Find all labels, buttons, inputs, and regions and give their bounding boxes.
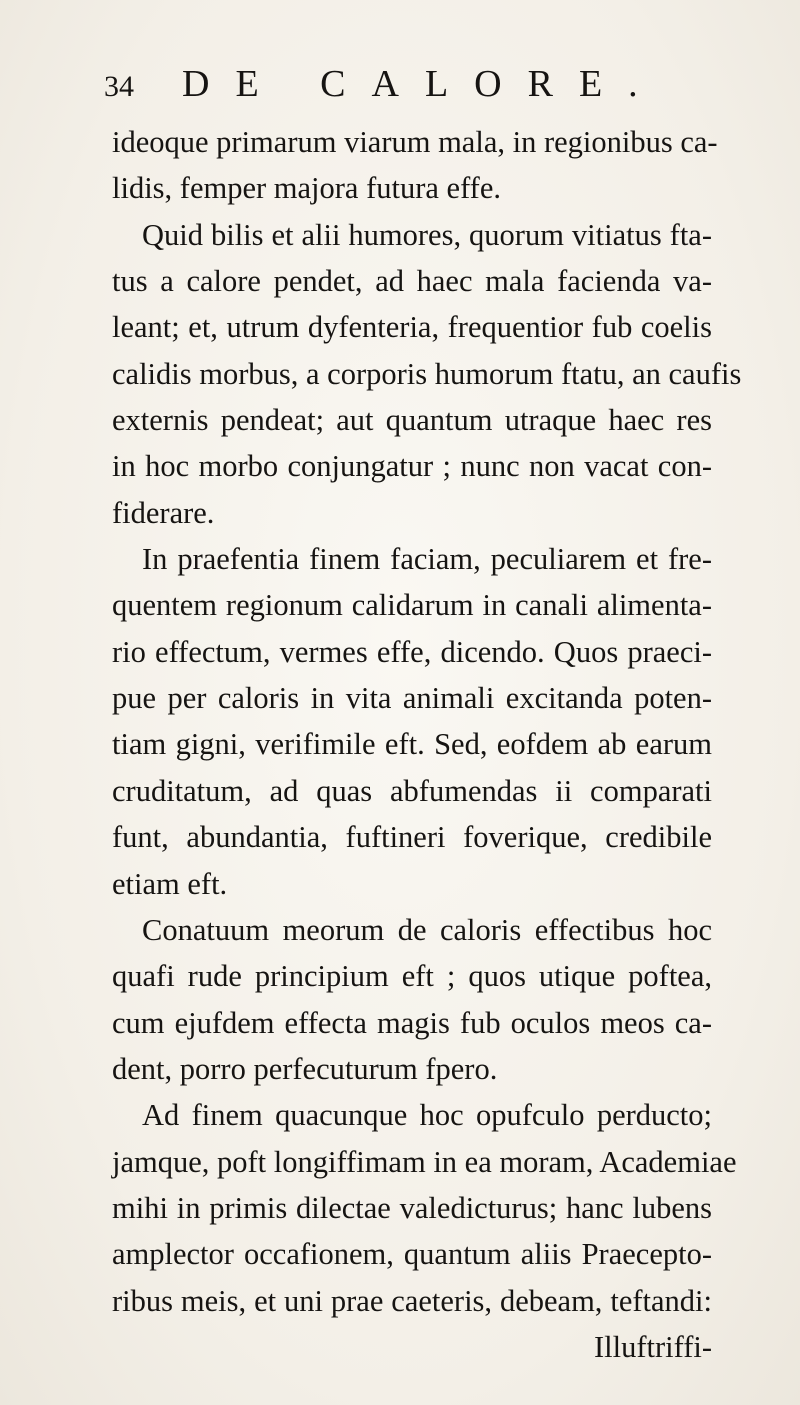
text-line: quentem regionum calidarum in canali alimenta-: [112, 588, 712, 623]
text-line: mihi in primis dilectae valedicturus; hanc lubens: [112, 1190, 712, 1225]
running-head: DE CALORE.: [182, 63, 664, 105]
text-line: in hoc morbo conjungatur ; nunc non vacat con-: [112, 449, 712, 484]
text-line: pue per caloris in vita animali excitanda poten-: [112, 681, 712, 716]
text-line: Conatuum meorum de caloris effectibus hoc: [142, 912, 712, 947]
text-line: leant; et, utrum dyfenteria, frequentior fub coelis: [112, 310, 712, 345]
text-line: rio effectum, vermes effe, dicendo. Quos praeci-: [112, 634, 712, 669]
text-line: fiderare.: [112, 495, 215, 530]
body-text: [112, 119, 742, 1370]
text-line: tus a calore pendet, ad haec mala facienda va-: [112, 264, 712, 299]
text-line: etiam eft.: [112, 866, 228, 901]
text-line: ribus meis, et uni prae caeteris, debeam, teftandi:: [112, 1283, 712, 1318]
text-line: Quid bilis et alii humores, quorum vitiatus fta-: [142, 217, 712, 252]
text-line: amplector occafionem, quantum aliis Praecepto-: [112, 1237, 712, 1272]
text-line: ideoque primarum viarum mala, in regionibus ca-: [112, 125, 718, 159]
text-line: tiam gigni, verifimile eft. Sed, eofdem ab earum: [112, 727, 712, 762]
text-line: quafi rude principium eft ; quos utique poftea,: [112, 959, 712, 994]
text-line: funt, abundantia, fuftineri foverique, credibile: [112, 820, 712, 855]
text-line: cum ejufdem effecta magis fub oculos meos ca-: [112, 1005, 712, 1040]
page-header: [104, 62, 744, 110]
text-line: calidis morbus, a corporis humorum ftatu, an caufis: [112, 356, 742, 391]
page-number: 34: [104, 70, 134, 103]
text-line: lidis, femper majora futura effe.: [112, 171, 501, 206]
text-line: externis pendeat; aut quantum utraque haec res: [112, 403, 712, 438]
catchword: Illuftriffi-: [593, 1329, 712, 1364]
text-line: dent, porro perfecuturum fpero.: [112, 1051, 498, 1086]
text-line: jamque, poft longiffimam in ea moram, Academiae: [112, 1144, 737, 1179]
text-line: Ad finem quacunque hoc opufculo perducto;: [142, 1098, 712, 1133]
text-line: In praefentia finem faciam, peculiarem et fre-: [142, 542, 712, 577]
text-line: cruditatum, ad quas abfumendas ii comparati: [112, 773, 712, 808]
